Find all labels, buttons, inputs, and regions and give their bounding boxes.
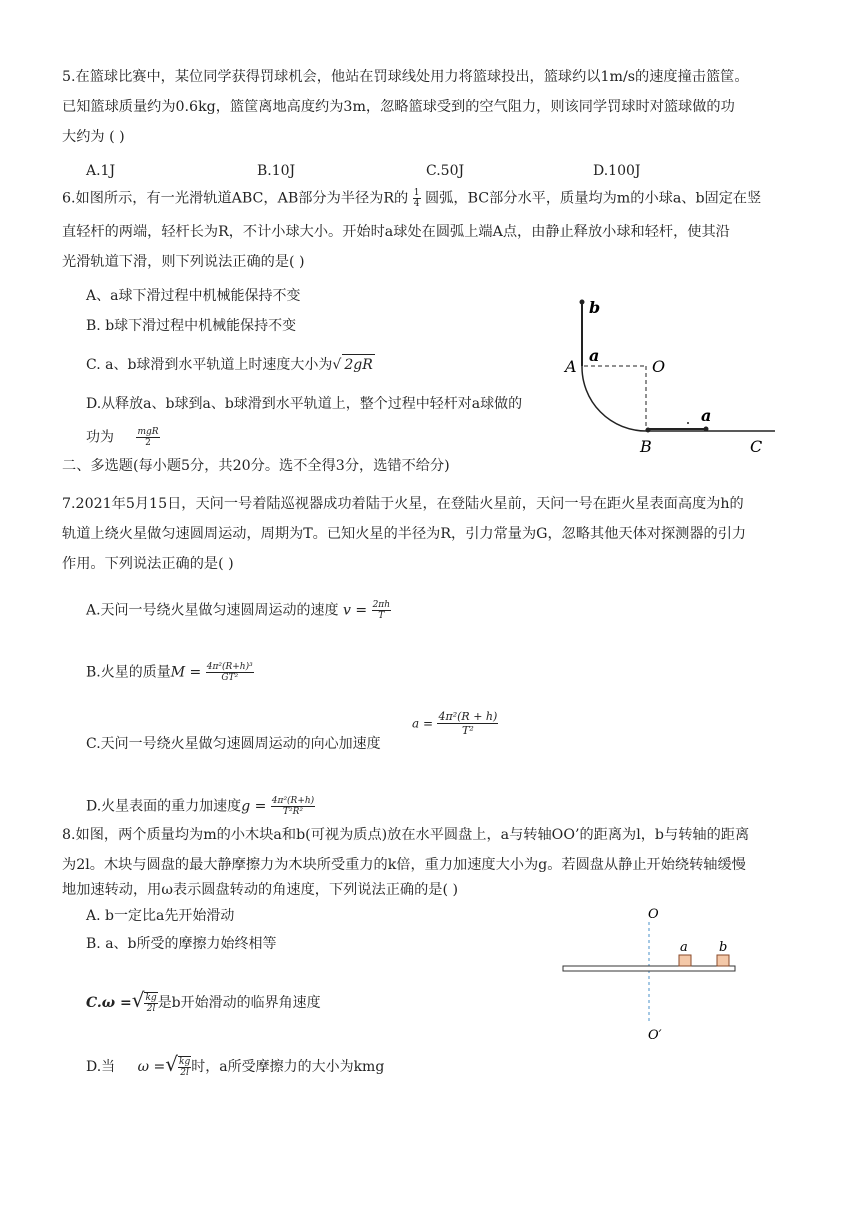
- q7-option-b-den: GT²: [221, 673, 239, 683]
- q7-option-a-text: A.天问一号绕火星做匀速圆周运动的速度: [86, 602, 339, 619]
- q8-option-b: B. a、b所受的摩擦力始终相等: [86, 936, 277, 952]
- q8-option-d: [86, 1054, 384, 1078]
- q6-track-diagram: [555, 290, 785, 460]
- q8-option-a: A. b一定比a先开始滑动: [86, 908, 235, 924]
- sqrt-sign: √: [332, 357, 342, 373]
- q5-line-2: 已知篮球质量约为0.6kg，篮筐离地高度约为3m，忽略篮球受到的空气阻力，则该同学罚球时对篮球做的功: [62, 99, 735, 115]
- q6-label-a-top: a: [589, 346, 600, 365]
- q6-line-1-start: 6.如图所示，有一光滑轨道ABC，AB部分为半径为R的: [62, 190, 409, 207]
- q6-option-d-line-1: D.从释放a、b球到a、b球滑到水平轨道上，整个过程中轻杆对a球做的: [86, 396, 523, 412]
- q6-quarter-num: 1: [413, 188, 420, 198]
- q6-quarter-fraction: [413, 188, 421, 209]
- q8-label-a: a: [680, 940, 688, 955]
- q5-line-3: 大约为 ( ): [62, 129, 125, 145]
- q6-option-d-num: mgR: [137, 427, 159, 437]
- q8-option-c: [86, 990, 321, 1014]
- q7-option-d-num: 4π²(R+h): [271, 796, 315, 806]
- q6-label-A: A: [565, 357, 577, 376]
- q7-option-a-den: T: [378, 611, 385, 621]
- sqrt-sign: √: [165, 1052, 178, 1076]
- q6-option-b: B. b球下滑过程中机械能保持不变: [86, 318, 297, 334]
- q7-option-d-den: T²R²: [282, 807, 303, 817]
- q7-option-d-lhs: g =: [241, 798, 267, 815]
- q8-option-c-num: kg: [145, 993, 157, 1003]
- q8-option-c-lhs: C.ω =: [86, 995, 132, 1011]
- q7-option-b-num: 4π²(R+h)³: [206, 662, 253, 672]
- q7-option-b-fraction: [206, 662, 254, 683]
- q7-option-c-lhs: a =: [412, 716, 434, 731]
- q8-option-d-pre: D.当: [86, 1059, 116, 1075]
- q8-option-c-fraction: [144, 992, 157, 1014]
- q7-option-a-lhs: v =: [343, 602, 368, 619]
- q7-line-3: 作用。下列说法正确的是( ): [62, 556, 234, 572]
- q7-option-c: C.天问一号绕火星做匀速圆周运动的向心加速度: [86, 736, 381, 752]
- q6-label-C: C: [750, 437, 763, 456]
- section-2-heading: 二、多选题(每小题5分，共20分。选不全得3分，选错不给分): [62, 458, 450, 474]
- q8-line-1: 8.如图，两个质量均为m的小木块a和b(可视为质点)放在水平圆盘上，a与转轴OO’的距离为l，b与转轴的距离: [62, 827, 750, 843]
- q7-option-a-num: 2πh: [372, 600, 390, 610]
- sqrt-sign: √: [131, 988, 145, 1012]
- q7-option-a: [86, 600, 391, 621]
- q7-option-d-fraction: [271, 796, 315, 817]
- q6-line-1: [62, 188, 761, 209]
- q8-option-d-lhs: ω =: [137, 1059, 166, 1075]
- q6-option-d-line-2: [86, 427, 160, 448]
- q8-option-d-fraction: [178, 1056, 191, 1078]
- q6-option-a: A、a球下滑过程中机械能保持不变: [86, 288, 301, 304]
- q5-option-a: A.1J: [86, 163, 116, 179]
- q6-option-c-text: C. a、b球滑到水平轨道上时速度大小为: [86, 357, 333, 373]
- q7-option-b-text: B.火星的质量: [86, 664, 171, 681]
- q6-option-c: [86, 354, 375, 375]
- q7-option-d: [86, 796, 315, 817]
- q7-option-a-fraction: [372, 600, 391, 621]
- q8-option-d-den: 2l: [180, 1068, 189, 1078]
- q8-block-a: [679, 955, 691, 966]
- q6-option-d-text: 功为: [86, 429, 114, 446]
- q6-ball-b-top: [580, 300, 585, 305]
- q6-option-c-math: 2gR: [342, 354, 374, 375]
- q8-disk: [563, 966, 735, 971]
- q7-option-c-den: T²: [462, 724, 474, 737]
- q6-option-d-fraction: [136, 427, 159, 448]
- q6-label-b-top: b: [589, 298, 601, 317]
- q6-ball-at-b: [646, 428, 651, 433]
- q7-option-b-lhs: M =: [170, 664, 202, 681]
- q5-option-d: D.100J: [593, 163, 641, 179]
- q6-quarter-arc: [582, 366, 646, 431]
- q8-line-2: 为2l。木块与圆盘的最大静摩擦力为木块所受重力的k倍，重力加速度大小为g。若圆盘从静止开始绕转轴缓慢: [62, 857, 746, 873]
- q8-label-O-bottom: O′: [648, 1028, 662, 1040]
- q6-quarter-den: 4: [413, 199, 420, 209]
- q6-label-a-bottom: a: [701, 406, 712, 425]
- q5-line-1: 5.在篮球比赛中，某位同学获得罚球机会，他站在罚球线处用力将篮球投出，篮球约以1m/s的速度撞击篮筐。: [62, 69, 749, 85]
- q8-option-d-text: 时，a所受摩擦力的大小为kmg: [191, 1059, 385, 1075]
- q8-line-3: 地加速转动，用ω表示圆盘转动的角速度，下列说法正确的是( ): [62, 882, 459, 898]
- q8-block-b: [717, 955, 729, 966]
- q5-option-c: C.50J: [426, 163, 465, 179]
- q8-option-c-den: 2l: [146, 1004, 156, 1014]
- q7-option-c-formula: [412, 710, 498, 737]
- q6-ball-a-bottom: [704, 427, 709, 432]
- q8-option-c-text: 是b开始滑动的临界角速度: [157, 995, 321, 1011]
- q7-option-c-fraction: [437, 710, 498, 737]
- q7-line-2: 轨道上绕火星做匀速圆周运动，周期为T。已知火星的半径为R，引力常量为G，忽略其他天体对探测器的引力: [62, 526, 747, 542]
- q6-label-O: O: [652, 357, 666, 376]
- q8-disk-diagram: [560, 900, 740, 1040]
- q6-label-B: B: [640, 437, 652, 456]
- q7-option-d-text: D.火星表面的重力加速度: [86, 798, 242, 815]
- q8-label-O-top: O: [648, 907, 659, 922]
- q6-line-1-end: 圆弧，BC部分水平，质量均为m的小球a、b固定在竖: [425, 190, 762, 207]
- q6-line-2: 直轻杆的两端，轻杆长为R，不计小球大小。开始时a球处在圆弧上端A点，由静止释放小球和轻杆，使其沿: [62, 224, 730, 240]
- q6-dot-mark: [687, 422, 689, 424]
- q7-line-1: 7.2021年5月15日，天问一号着陆巡视器成功着陆于火星，在登陆火星前，天问一号在距火星表面高度为h的: [62, 496, 744, 512]
- q6-option-d-den: 2: [145, 438, 151, 448]
- q8-option-d-num: kg: [179, 1057, 191, 1067]
- q8-label-b: b: [719, 940, 728, 955]
- q7-option-c-num: 4π²(R + h): [438, 710, 498, 723]
- q7-option-b: [86, 662, 254, 683]
- q6-line-3: 光滑轨道下滑，则下列说法正确的是( ): [62, 254, 305, 270]
- q5-option-b: B.10J: [257, 163, 296, 179]
